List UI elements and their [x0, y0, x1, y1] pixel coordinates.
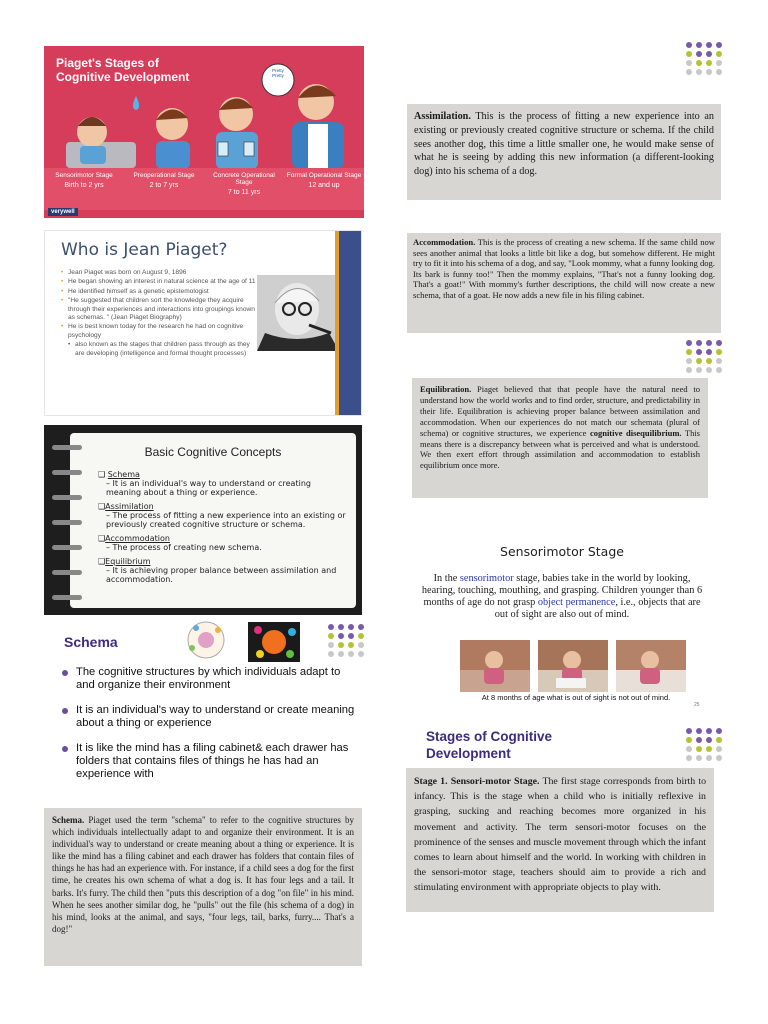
concept-term: ❑Equilibrium — [98, 557, 151, 566]
stage-label: Formal Operational Stage 12 and up — [286, 172, 362, 189]
notebook-page — [70, 433, 356, 608]
stages-illustration-slide — [44, 46, 364, 218]
baby-photos — [460, 640, 686, 692]
stage-label: Concrete Operational Stage 7 to 11 yrs — [213, 172, 275, 196]
bullet-item: It is an individual's way to understand or create meaning about a thing or experience — [62, 704, 362, 730]
scan-paragraph: Schema. Piaget used the term "schema" to refer to the cognitive structures by which individuals intellectually adapt to and organize their environment. It is an individual's way to understand or create meaning about a thing or experience. It is like the mind has a filing cabinet and each drawer has folders that contain files of things he has had an experience with. For instance, if a child sees a dog for the first time, he creates his own schema of what a dog is. It has four legs and a tail. It barks. It's furry. The child then "puts this description of a dog "on file" in his mind. When he sees another similar dog, he "pulls" out the file (his schema of a dog) in his mind, looks at the animal, and says, "four legs, tail, barks, furry.... That's a dog!" — [52, 815, 354, 934]
binder-ring — [52, 470, 82, 475]
stages-slide-header — [426, 728, 626, 762]
slide-title: Stages of Cognitive Development — [426, 729, 553, 761]
decorative-dots — [686, 728, 723, 761]
scan-paragraph: Accommodation. This is the process of creating a new schema. If the same child now sees another animal that looks a little bit like a dog, but somehow different. He might try to fit it into his schema of a dog, and say, "Look mommy, what a funny looking dog. Its bark is funny too!" Then the mommy explains, "That's not a funny looking dog. That's a goat!" With mommy's further descriptions, the child will now create a new schema, that of a goat. He now adds a new file in his filing cabinet. — [413, 237, 715, 300]
concept-term: ❑Accommodation — [98, 534, 170, 543]
decorative-dots — [686, 42, 723, 75]
scan-paragraph: Assimilation. This is the process of fitting a new experience into an existing or previously created cognitive structure or schema. If the child sees another dog, this time a little smaller one, he would make sense of what he is seeing by adding this new information (a different-looking dog) into his schema of a dog. — [414, 111, 714, 178]
schema-scan — [44, 808, 362, 966]
verywell-logo: verywell — [48, 208, 78, 216]
bullet-item: • "He suggested that children sort the knowledge they acquire through their experiences and interactions into groupings known as schemas. " (Jean Piaget Biography) — [61, 297, 261, 322]
slide-title: Schema — [64, 634, 118, 650]
bullet-list — [62, 666, 362, 793]
decorative-dots — [686, 340, 723, 373]
slide-title: Basic Cognitive Concepts — [144, 445, 282, 459]
photo-caption: At 8 months of age what is out of sight is not out of mind. — [481, 693, 671, 702]
schema-slide — [44, 620, 364, 790]
concept-definition: – The process of fitting a new experience into an existing or previously created cognitive structure or schema. — [106, 511, 346, 529]
stage-label: Preoperational Stage 2 to 7 yrs — [133, 172, 195, 189]
binder-ring — [52, 495, 82, 500]
slide-paragraph: In the sensorimotor stage, babies take in the world by looking, hearing, touching, mouthing, and grasping. Children younger than 6 months of age do not grasp object permanence, i.e., objects that are out of sight are also out of mind. — [421, 573, 703, 620]
piaget-portrait — [257, 275, 339, 351]
assimilation-scan — [407, 104, 721, 200]
concept-definition: – It is an individual's way to understand or creating meaning about a thing or experience. — [106, 479, 311, 497]
binder-ring — [52, 545, 82, 550]
concept-list — [98, 470, 348, 589]
children-illustration — [44, 46, 364, 170]
binder-ring — [52, 520, 82, 525]
slide-title: Sensorimotor Stage — [500, 544, 624, 559]
stage-band — [44, 168, 364, 210]
concept-definition: – It is achieving proper balance between assimilation and accommodation. — [106, 566, 337, 584]
equilibration-scan — [412, 378, 708, 498]
bullet-item: The cognitive structures by which individuals adapt to and organize their environment — [62, 666, 362, 692]
slide-title: Who is Jean Piaget? — [61, 240, 228, 260]
thought-bubble-text: Pretty Pretty — [272, 68, 284, 78]
bullet-list — [61, 269, 261, 359]
bullet-item: • He is best known today for the research he had on cognitive psychology — [61, 323, 261, 340]
brain-illustrations — [182, 620, 322, 662]
accommodation-scan — [407, 233, 721, 333]
concept-term: ❑Assimilation — [98, 502, 154, 511]
scan-paragraph: Stage 1. Sensori-motor Stage. The first stage corresponds from birth to infancy. This is the stage when a child who is initially reflexive in grasping, sucking and reaching becomes more organized in his movement and activity. The term sensori-motor focuses on the prominence of the senses and muscle movement through which the infant comes to learn about himself and the world. In working with children in the sensori-motor stage, teachers should aim to provide a rich and stimulating environment with appropriate objects to play with. — [414, 776, 707, 894]
object-permanence-link[interactable]: object permanence — [537, 597, 616, 608]
bullet-item: • He identified himself as a genetic epistemologist — [61, 288, 261, 296]
decorative-dots — [328, 624, 365, 657]
sensorimotor-link[interactable]: sensorimotor — [459, 573, 514, 584]
stage1-scan — [406, 768, 714, 912]
binder-ring — [52, 445, 82, 450]
binder-ring — [52, 570, 82, 575]
slide-title: Piaget's Stages of Cognitive Development — [56, 56, 190, 84]
bullet-item: • He began showing an interest in natural science at the age of 11 — [61, 278, 261, 286]
cognitive-concepts-slide — [44, 425, 362, 615]
who-is-piaget-slide — [44, 230, 362, 416]
slide-page-number: 25 — [694, 702, 700, 708]
scan-paragraph: Equilibration. Piaget believed that that people have the natural need to understand how the world works and to find order, structure, and predictability in their life. Equilibration is achieving proper balance between assimilation and accommodation. When our experiences do not match our schemata (plural of schema) or cognitive structures, we experience cognitive disequilibrium. This means there is a discrepancy between what is perceived and what is understood. We then exert effort through assimilation and accommodation to establish equilibrium once more. — [420, 384, 700, 471]
concept-definition: – The process of creating new schema. — [106, 543, 262, 552]
stage-label: Sensorimotor Stage Birth to 2 yrs — [55, 172, 113, 189]
bullet-item: • Jean Piaget was born on August 9, 1896 — [61, 269, 261, 277]
bullet-item: It is like the mind has a filing cabinet& each drawer has folders that contains files of things he has had an experience with — [62, 742, 362, 781]
sub-bullet-item: • also known as the stages that children pass through as they are developing (intelligence and formal thought processes) — [61, 341, 261, 358]
binder-ring — [52, 595, 82, 600]
accent-bar — [339, 231, 361, 415]
concept-term: ❑ Schema — [98, 470, 140, 479]
